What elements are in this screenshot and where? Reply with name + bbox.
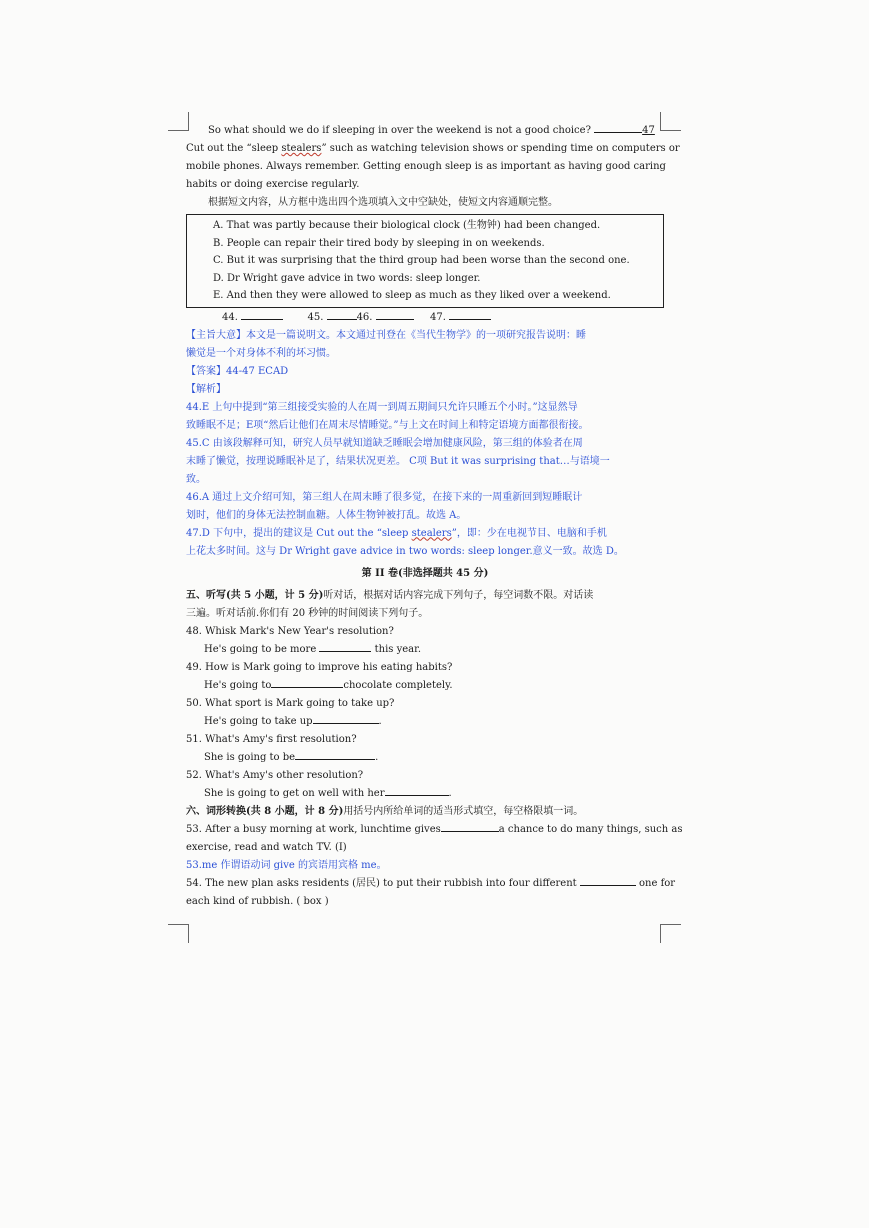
passage-line-1: So what should we do if sleeping in over the weekend is not a good choice? 47 <box>186 122 664 140</box>
main-idea-cont: 懒觉是一个对身体不利的坏习惯。 <box>186 347 336 359</box>
passage-line-4: habits or doing exercise regularly. <box>186 179 360 190</box>
blank-47 <box>449 309 491 320</box>
blank-48 <box>319 641 371 652</box>
question-51: 51. What's Amy's first resolution? <box>186 733 357 745</box>
explanation-45-line-3: 致。 <box>186 473 206 485</box>
question-53: 53. After a busy morning at work, lunchtime gives a chance to do many things, such as <box>186 821 664 839</box>
blank-45 <box>327 309 357 320</box>
listening-heading: 五、听写(共 5 小题，计 5 分)听对话，根据对话内容完成下列句子，每空词数不限。对话读 <box>186 589 594 601</box>
explanation-label: 【解析】 <box>186 383 226 395</box>
explanation-44-line-2: 致睡眠不足；E项“然后让他们在周末尽情睡觉。”与上文在时间上和特定语境方面都很衔接。 <box>186 419 589 431</box>
blank-44 <box>241 309 283 320</box>
main-idea: 【主旨大意】本文是一篇说明文。本文通过刊登在《当代生物学》的一项研究报告说明：睡 <box>186 329 586 341</box>
blank-52 <box>385 785 449 796</box>
option-c: C. But it was surprising that the third group had been worse than the second one. <box>213 255 630 266</box>
option-e: E. And then they were allowed to sleep as much as they liked over a weekend. <box>213 290 611 301</box>
passage-line-2: Cut out the “sleep stealers” such as watching television shows or spending time on computers or <box>186 143 680 154</box>
instruction: 根据短文内容，从方框中选出四个选项填入文中空缺处，使短文内容通顺完整。 <box>208 197 558 208</box>
blank-49 <box>271 677 343 688</box>
option-d: D. Dr Wright gave advice in two words: sleep longer. <box>213 272 481 284</box>
blank-50 <box>313 713 379 724</box>
question-53-cont: exercise, read and watch TV. (I) <box>186 841 347 853</box>
explanation-45-line-2: 末睡了懒觉，按理说睡眠补足了，结果状况更差。 C项 But it was surprising that…与语境一 <box>186 455 610 467</box>
explanation-45-line-1: 45.C 由该段解释可知，研究人员早就知道缺乏睡眠会增加健康风险，第三组的体验者在周 <box>186 437 583 449</box>
crop-mark-bottom-left <box>168 924 189 943</box>
blank-53 <box>441 821 499 832</box>
crop-mark-bottom-right <box>660 924 681 943</box>
wordform-heading: 六、词形转换(共 8 小题，计 8 分)用括号内所给单词的适当形式填空，每空格限填一词。 <box>186 805 584 817</box>
blank-line <box>594 122 642 133</box>
explanation-47-line-2: 上花太多时间。这与 Dr Wright gave advice in two words: sleep longer.意义一致。故选 D。 <box>186 545 624 557</box>
question-54: 54. The new plan asks residents (居民) to put their rubbish into four different one for <box>186 875 664 893</box>
blank-46 <box>376 309 414 320</box>
answer-51: She is going to be . <box>186 749 664 767</box>
question-54-cont: each kind of rubbish. ( box ) <box>186 895 329 907</box>
answer-49: He's going to chocolate completely. <box>186 677 664 695</box>
question-52: 52. What's Amy's other resolution? <box>186 769 364 781</box>
answer-52: She is going to get on well with her . <box>186 785 664 803</box>
answer-53: 53.me 作谓语动词 give 的宾语用宾格 me。 <box>186 859 387 871</box>
explanation-46-line-2: 划时，他们的身体无法控制血糖。人体生物钟被打乱。故选 A。 <box>186 509 467 521</box>
part-2-title: 第 II 卷(非选择题共 45 分) <box>361 567 489 579</box>
question-50: 50. What sport is Mark going to take up? <box>186 697 395 709</box>
explanation-47-line-1: 47.D 下句中，提出的建议是 Cut out the “sleep stealers”，即：少在电视节目、电脑和手机 <box>186 527 607 539</box>
answer-48: He's going to be more this year. <box>186 641 664 659</box>
listening-heading-cont: 三遍。听对话前.你们有 20 秒钟的时间阅读下列句子。 <box>186 607 429 619</box>
page-content <box>186 122 683 911</box>
answer-blanks-row: 44. 45. 46. 47. <box>186 309 664 327</box>
option-b: B. People can repair their tired body by sleeping in on weekends. <box>213 237 545 249</box>
options-box <box>186 214 664 308</box>
option-a: A. That was partly because their biological clock (生物钟) had been changed. <box>213 220 601 231</box>
passage-line-3: mobile phones. Always remember. Getting enough sleep is as important as having good caring <box>186 161 666 172</box>
question-49: 49. How is Mark going to improve his eating habits? <box>186 661 453 673</box>
explanation-44-line-1: 44.E 上句中提到“第三组接受实验的人在周一到周五期间只允许只睡五个小时。”这显然导 <box>186 401 578 413</box>
blank-54 <box>580 875 636 886</box>
answer-key: 【答案】44-47 ECAD <box>186 365 289 377</box>
explanation-46-line-1: 46.A 通过上文介绍可知，第三组人在周末睡了很多觉，在接下来的一周重新回到短睡眠计 <box>186 491 583 503</box>
answer-50: He's going to take up . <box>186 713 664 731</box>
question-48: 48. Whisk Mark's New Year's resolution? <box>186 625 394 637</box>
blank-51 <box>295 749 375 760</box>
